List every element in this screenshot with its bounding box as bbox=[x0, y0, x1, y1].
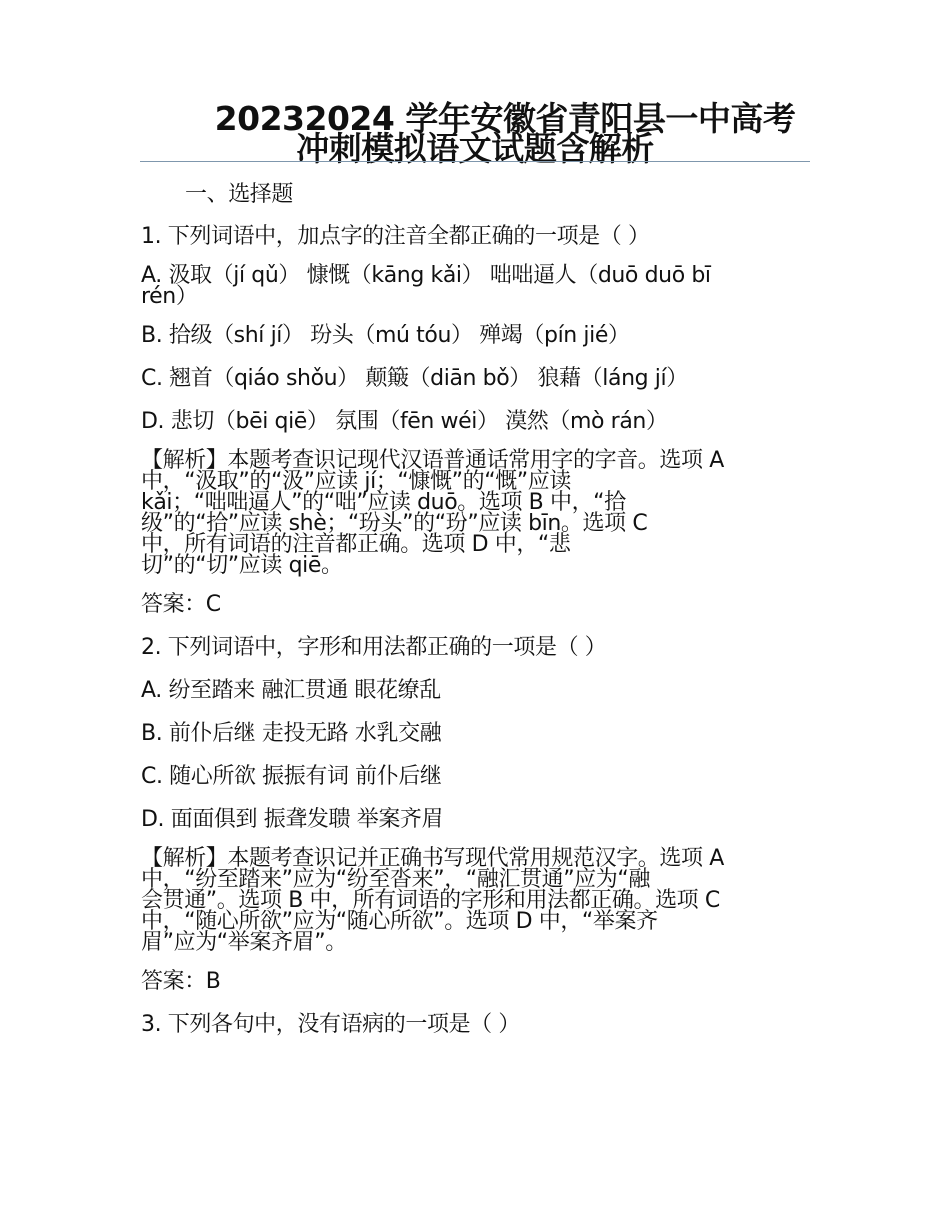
title-divider bbox=[140, 161, 810, 162]
question-1-option-d: D. 悲切（bēi qiē） 氛围（fēn wéi） 漠然（mò rán） bbox=[141, 409, 668, 434]
question-2-option-a: A. 纷至踏来 融汇贯通 眼花缭乱 bbox=[141, 678, 441, 703]
question-2-stem: 2. 下列词语中，字形和用法都正确的一项是（ ） bbox=[141, 635, 607, 660]
analysis-line: 会贯通”。选项 B 中，所有词语的字形和用法都正确。选项 C bbox=[141, 888, 720, 913]
question-1-option-c: C. 翘首（qiáo shǒu） 颠簸（diān bǒ） 狼藉（láng jí） bbox=[141, 366, 688, 391]
question-2-analysis bbox=[141, 846, 809, 953]
document-title bbox=[140, 99, 810, 168]
document-body bbox=[141, 178, 809, 1051]
title-line-2: 冲刺模拟语文试题含解析 bbox=[296, 129, 654, 168]
analysis-line: 【解析】本题考查识记并正确书写现代常用规范汉字。选项 A bbox=[141, 846, 724, 871]
question-2-option-b: B. 前仆后继 走投无路 水乳交融 bbox=[141, 721, 442, 746]
analysis-line: 中，所有词语的注音都正确。选项 D 中，“悲 bbox=[141, 532, 571, 557]
analysis-line: 级”的“拾”应读 shè；“玢头”的“玢”应读 bīn。选项 C bbox=[141, 511, 648, 536]
question-1-stem: 1. 下列词语中，加点字的注音全都正确的一项是（ ） bbox=[141, 224, 650, 249]
analysis-line: 中，“纷至踏来”应为“纷至沓来”，“融汇贯通”应为“融 bbox=[141, 867, 650, 892]
analysis-line: 中，“汲取”的“汲”应读 jí；“慷慨”的“慨”应读 bbox=[141, 469, 571, 494]
question-2-option-c: C. 随心所欲 振振有词 前仆后继 bbox=[141, 764, 442, 789]
question-1-option-b: B. 拾级（shí jí） 玢头（mú tóu） 殚竭（pín jié） bbox=[141, 323, 630, 348]
question-3-stem: 3. 下列各句中，没有语病的一项是（ ） bbox=[141, 1012, 520, 1037]
analysis-line: 中，“随心所欲”应为“随心所欲”。选项 D 中，“举案齐 bbox=[141, 909, 658, 934]
analysis-line: 眉”应为“举案齐眉”。 bbox=[141, 930, 347, 955]
question-2-answer: 答案：B bbox=[141, 969, 221, 994]
section-heading: 一、选择题 bbox=[185, 182, 294, 207]
analysis-line: 切”的“切”应读 qiē。 bbox=[141, 553, 343, 578]
title-line-1: 20232024 学年安徽省青阳县一中高考 bbox=[214, 99, 796, 138]
analysis-line: kǎi；“咄咄逼人”的“咄”应读 duō。选项 B 中，“拾 bbox=[141, 490, 626, 515]
analysis-line: 【解析】本题考查识记现代汉语普通话常用字的字音。选项 A bbox=[141, 448, 724, 473]
question-1-option-a bbox=[141, 263, 809, 307]
question-2-option-d: D. 面面俱到 振聋发聩 举案齐眉 bbox=[141, 807, 444, 832]
question-1-answer: 答案：C bbox=[141, 592, 221, 617]
question-1-option-a-line-1: A. 汲取（jí qǔ） 慷慨（kāng kǎi） 咄咄逼人（duō duō bī bbox=[141, 263, 711, 288]
question-1-analysis bbox=[141, 448, 809, 576]
question-1-option-a-line-2: rén） bbox=[141, 284, 198, 309]
